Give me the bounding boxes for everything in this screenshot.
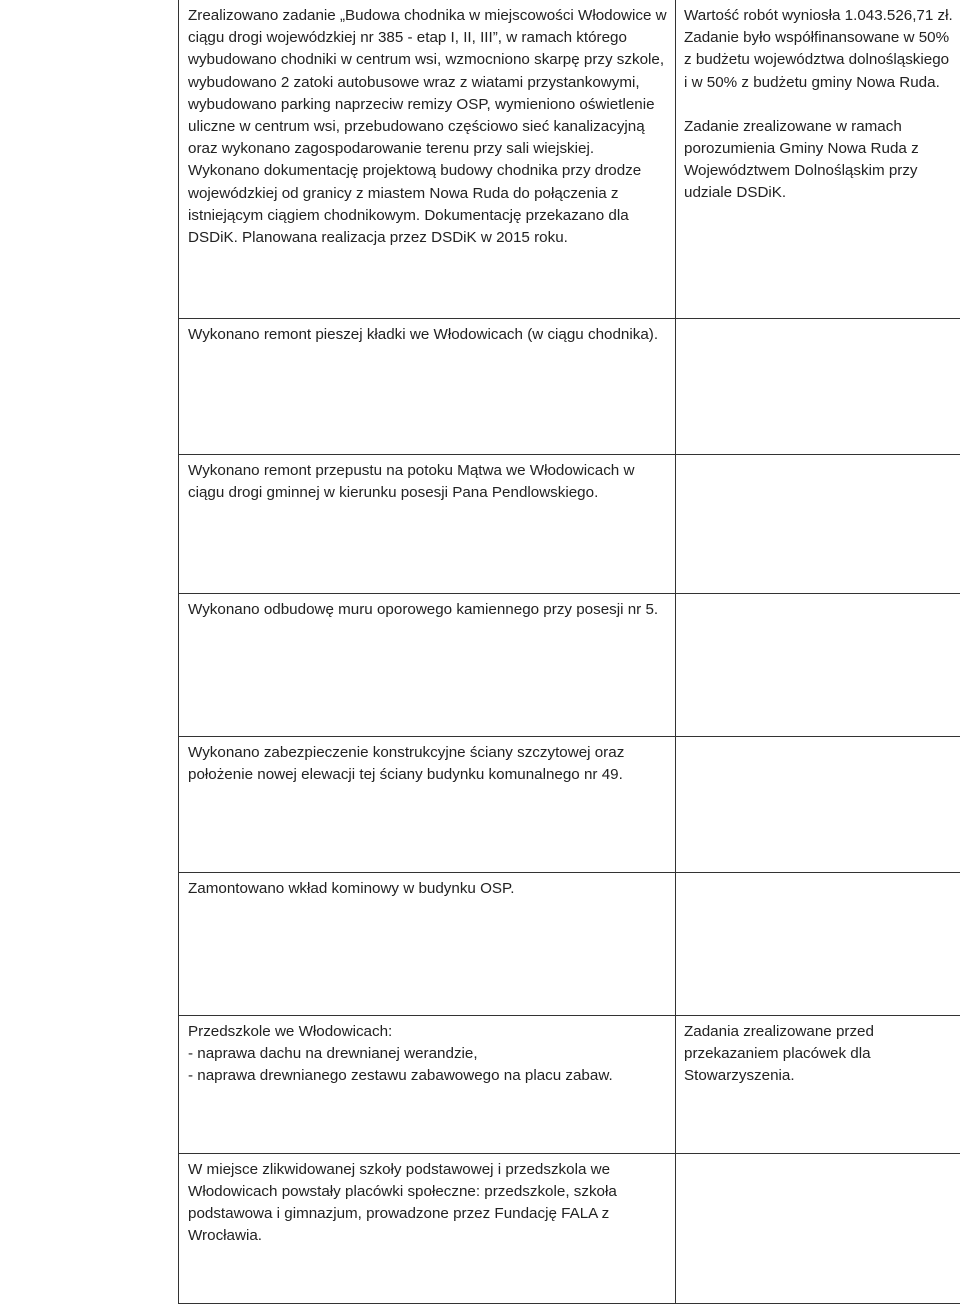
table-row	[179, 593, 960, 736]
task-notes-cell	[676, 1015, 960, 1153]
task-description: Wykonano zabezpieczenie konstrukcyjne ściany szczytowej oraz położenie nowej elewacji tej ściany budynku komunalnego nr 49.	[188, 742, 667, 786]
task-note: Zadania zrealizowane przed przekazaniem placówek dla Stowarzyszenia.	[684, 1021, 956, 1088]
task-description-cell	[179, 593, 676, 736]
task-note: Wartość robót wyniosła 1.043.526,71 zł. Zadanie było współfinansowane w 50% z budżetu województwa dolnośląskiego i w 50% z budżetu gminy Nowa Ruda.	[684, 5, 956, 94]
task-notes-cell	[676, 872, 960, 1015]
task-description: Wykonano remont pieszej kładki we Włodowicach (w ciągu chodnika).	[188, 324, 667, 346]
tasks-table	[178, 0, 960, 1304]
task-description: Zrealizowano zadanie „Budowa chodnika w miejscowości Włodowice w ciągu drogi wojewódzkiej nr 385 - etap I, II, III”, w ramach którego wybudowano chodniki w centrum wsi, wzmocniono skarpę przy szkole, wybudowano 2 zatoki autobusowe wraz z wiatami przystankowymi, wybudowano parking naprzeciw remizy OSP, wymieniono oświetlenie uliczne w centrum wsi, przebudowano częściowo sieć kanalizacyjną oraz wykonano zagospodarowanie terenu przy sali wiejskiej.	[188, 5, 667, 160]
task-description: Zamontowano wkład kominowy w budynku OSP.	[188, 878, 667, 900]
task-description: Wykonano remont przepustu na potoku Mątwa we Włodowicach w ciągu drogi gminnej w kierunku posesji Pana Pendlowskiego.	[188, 460, 667, 504]
task-description-cell	[179, 454, 676, 593]
task-description-cell	[179, 872, 676, 1015]
table-row	[179, 0, 960, 318]
task-notes-cell	[676, 318, 960, 454]
table-row	[179, 1015, 960, 1153]
task-description-cell	[179, 0, 676, 318]
task-description-cell	[179, 1015, 676, 1153]
table-row	[179, 318, 960, 454]
task-description: Przedszkole we Włodowicach: - naprawa dachu na drewnianej werandzie, - naprawa drewnianego zestawu zabawowego na placu zabaw.	[188, 1021, 667, 1088]
table-row	[179, 454, 960, 593]
table-row	[179, 736, 960, 872]
task-note: Zadanie zrealizowane w ramach porozumienia Gminy Nowa Ruda z Województwem Dolnośląskim przy udziale DSDiK.	[684, 116, 956, 205]
task-notes-cell	[676, 0, 960, 318]
task-description: Wykonano odbudowę muru oporowego kamiennego przy posesji nr 5.	[188, 599, 667, 621]
task-description-cell	[179, 318, 676, 454]
task-notes-cell	[676, 1153, 960, 1303]
task-notes-cell	[676, 454, 960, 593]
task-description-cell	[179, 736, 676, 872]
table-row	[179, 872, 960, 1015]
table-row	[179, 1153, 960, 1303]
task-description: Wykonano dokumentację projektową budowy chodnika przy drodze wojewódzkiej od granicy z miastem Nowa Ruda do połączenia z istniejącym ciągiem chodnikowym. Dokumentację przekazano dla DSDiK. Planowana realizacja przez DSDiK w 2015 roku.	[188, 160, 667, 249]
task-notes-cell	[676, 593, 960, 736]
task-notes-cell	[676, 736, 960, 872]
task-description-cell	[179, 1153, 676, 1303]
task-description: W miejsce zlikwidowanej szkoły podstawowej i przedszkola we Włodowicach powstały placówki społeczne: przedszkole, szkoła podstawowa i gimnazjum, prowadzone przez Fundację FALA z Wrocławia.	[188, 1159, 667, 1248]
